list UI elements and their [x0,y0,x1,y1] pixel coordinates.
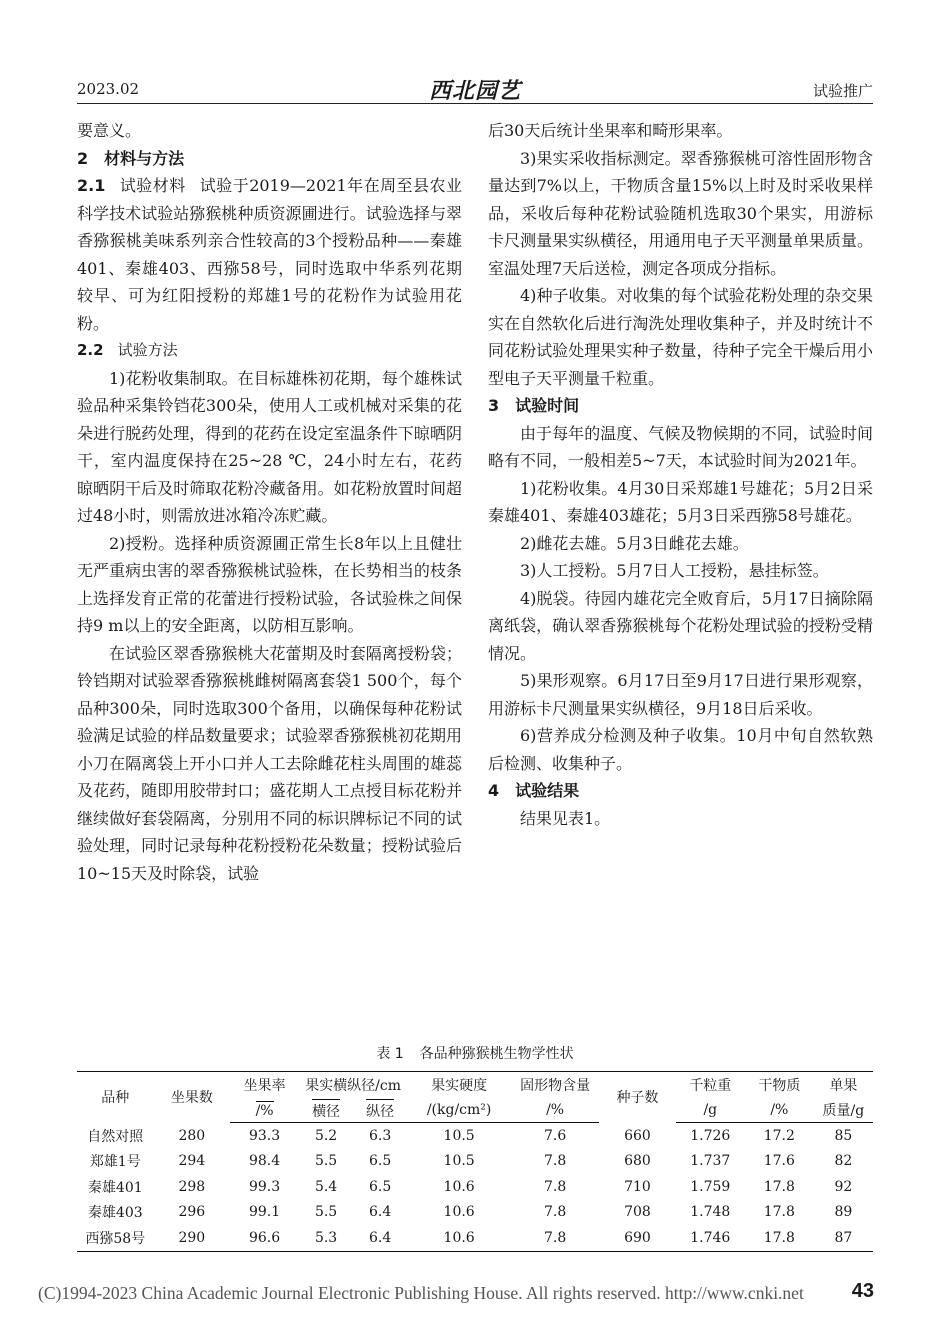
table-cell: 99.3 [248,1178,281,1195]
table-cell: 5.5 [314,1204,338,1221]
table-cell: 98.4 [248,1153,281,1170]
header-date: 2023.02 [77,80,140,98]
header-solids-unit: /% [511,1097,599,1123]
table-cell: 1.726 [690,1127,731,1144]
header-diameter-group: 果实横纵径/cm [299,1072,407,1098]
paragraph-harvest-indicators: 3)果实采收指标测定。翠香猕猴桃可溶性固形物含量达到7%以上，干物质含量15%以上时及时采收果样品，采收后每种花粉试验随机选取30个果实，用游标卡尺测量果实纵横径，用通用电子天平测量单果质量。室温处理7天后送检，测定各项成分指标。 [488,148,873,278]
header-diameter-v: 纵径 [353,1097,407,1123]
table-cell: 690 [599,1225,676,1251]
header-set-rate-unit: /% [230,1097,299,1123]
section-2-2-title: 试验方法 [117,341,178,359]
section-2-1-paragraph [77,172,462,337]
table-cell: 5.3 [299,1225,353,1251]
header-kernel-weight-unit: /g [676,1097,745,1123]
timeline-item-6: 6)营养成分检测及种子收集。10月中旬自然软熟后检测、收集种子。 [488,726,873,773]
table-cell: 1.759 [690,1178,731,1195]
table-cell: 290 [154,1225,231,1251]
table-caption-title: 各品种猕猴桃生物学性状 [419,1046,574,1062]
table-cell: 5.4 [314,1178,338,1195]
table-row [77,1149,873,1175]
header-hardness-unit: /(kg/cm²) [407,1097,511,1123]
table-caption-number: 表 1 [376,1046,404,1062]
header-hardness: 果实硬度 [407,1072,511,1098]
header-set-rate: 坐果率 [230,1072,299,1098]
paragraph-bagging: 在试验区翠香猕猴桃大花蕾期及时套隔离授粉袋；铃铛期对试验翠香猕猴桃雌树隔离套袋1 500个，每个品种300朵，同时选取300个备用，以确保每种花粉试验满足试验的样品数量要求；试验翠香猕猴桃初花期用小刀在隔离袋上开小口并人工去除雌花柱头周围的雄蕊及花药，随即用胶带封口；盛花期人工点授目标花粉并继续做好套袋隔离，分别用不同的标识牌标记不同的试验处理，同时记录每种花粉授粉花朵数量；授粉试验后10~15天及时除袋，试验 [77,643,462,883]
table-cell: 1.746 [676,1225,745,1251]
timeline-item-4: 4)脱袋。待园内雄花完全败育后，5月17日摘除隔离纸袋，确认翠香猕猴桃每个花粉处理试验的授粉受精情况。 [488,588,873,663]
section-4-text: 结果见表1。 [520,808,611,828]
table-cell: 82 [834,1153,853,1170]
table-cell: 自然对照 [87,1128,144,1145]
table-cell: 660 [624,1127,651,1144]
table-cell: 5.2 [314,1127,338,1144]
paragraph-pollen-collection: 1)花粉收集制取。在目标雄株初花期，每个雄株试验品种采集铃铛花300朵，使用人工或机械对采集的花朵进行脱药处理，得到的花药在设定室温条件下晾晒阴干，室内温度保持在25~28 ℃，24小时左右，花药晾晒阴干后及时筛取花粉冷藏备用。如花粉放置时间超过48小时，则需放进冰箱冷冻贮藏。 [77,368,462,525]
table-cell: 99.1 [248,1204,281,1221]
paragraph-seed-collection: 4)种子收集。对收集的每个试验花粉处理的杂交果实在自然软化后进行淘洗处理收集种子，并及时统计不同花粉试验处理果实种子数量，待种子完全干燥后用小型电子天平测量千粒重。 [488,286,873,388]
table-cell: 87 [814,1225,873,1251]
timeline-item-2: 2)雌花去雄。5月3日雌花去雄。 [520,533,749,553]
table-cell: 92 [834,1178,853,1195]
table-cell: 10.6 [407,1225,511,1251]
table-cell: 10.6 [443,1178,475,1195]
table-cell: 680 [624,1153,651,1170]
table-cell: 294 [178,1153,206,1170]
intro-tail: 要意义。 [77,121,142,140]
table-cell: 6.3 [369,1127,392,1144]
table-cell: 5.5 [314,1153,338,1170]
table-row [77,1174,873,1200]
header-dry-matter-unit: /% [745,1097,814,1123]
table-cell: 93.3 [248,1127,281,1144]
table-row [77,1200,873,1226]
header-fruit-count: 坐果数 [154,1072,231,1123]
timeline-item-1: 1)花粉收集。4月30日采郑雄1号雄花；5月2日采秦雄401、秦雄403雄花；5月3日采西猕58号雄花。 [488,478,873,525]
table-cell: 秦雄403 [87,1205,143,1222]
paragraph-continued: 后30天后统计坐果率和畸形果率。 [488,121,733,140]
table-cell: 296 [178,1204,206,1221]
table-row [77,1225,873,1251]
section-2-heading: 2 材料与方法 [77,148,185,168]
table-cell: 17.8 [763,1204,795,1221]
header-seeds: 种子数 [599,1072,676,1123]
header-fruit-mass-unit: 质量/g [814,1097,873,1123]
table-cell: 7.8 [511,1225,599,1251]
section-4-heading: 4 试验结果 [488,781,580,800]
copyright-footer: (C)1994-2023 China Academic Journal Electronic Publishing House. All rights reserved. http://www.cnki.net [38,1283,804,1303]
table-cell: 17.2 [763,1127,795,1144]
table-cell: 89 [834,1204,853,1221]
table-cell: 298 [178,1178,206,1195]
table-cell: 6.4 [369,1204,392,1221]
table-cell: 1.748 [690,1204,731,1221]
table-cell: 96.6 [230,1225,299,1251]
page-number: 43 [851,1280,874,1302]
section-2-2-heading [77,337,462,365]
header-fruit-mass: 单果 [814,1072,873,1098]
table-cell: 708 [624,1204,651,1221]
results-table [77,1071,873,1252]
section-2-1-number: 2.1 [77,176,106,195]
paragraph-pollination: 2)授粉。选择种质资源圃正常生长8年以上且健壮无严重病虫害的翠香猕猴桃试验株，在长势相当的枝条上选择发育正常的花蕾进行授粉试验，各试验株之间保持9 m以上的安全距离，以防相互影响。 [77,533,462,635]
table-cell: 10.5 [443,1153,475,1170]
table-cell: 10.6 [443,1204,475,1221]
table-row [77,1123,873,1149]
table-cell: 280 [178,1127,206,1144]
table-cell: 7.8 [543,1204,567,1221]
section-2-1-text: 试验于2019—2021年在周至县农业科学技术试验站猕猴桃种质资源圃进行。试验选择与翠香猕猴桃美味系列亲合性较高的3个授粉品种——秦雄401、秦雄403、西猕58号，同时选取中华系列花期较早、可为红阳授粉的郑雄1号的花粉作为试验用花粉。 [77,176,462,333]
table-cell: 17.8 [763,1178,795,1195]
right-column [488,117,873,832]
table-cell: 10.5 [443,1127,475,1144]
header-section: 试验推广 [812,82,873,100]
timeline-item-5: 5)果形观察。6月17日至9月17日进行果形观察，用游标卡尺测量果实纵横径，9月18日后采收。 [488,671,873,718]
table-cell: 郑雄1号 [89,1154,141,1171]
table-cell: 85 [834,1127,853,1144]
timeline-item-3: 3)人工授粉。5月7日人工授粉，悬挂标签。 [520,561,829,580]
header-variety: 品种 [77,1072,154,1123]
table-cell: 1.737 [690,1153,731,1170]
table-cell: 7.8 [543,1153,567,1170]
table-cell: 17.8 [745,1225,814,1251]
header-dry-matter: 干物质 [745,1072,814,1098]
table-cell: 7.6 [543,1127,567,1144]
table-cell: 6.5 [369,1178,392,1195]
table-cell: 17.6 [763,1153,795,1170]
table-cell: 710 [624,1178,651,1195]
table-cell: 秦雄401 [87,1179,143,1196]
header-diameter-h: 横径 [299,1097,353,1123]
section-2-1-title: 试验材料 [119,176,186,195]
left-column [77,117,462,887]
section-3-heading: 3 试验时间 [488,396,580,415]
journal-logo: 西北园艺 [428,78,521,104]
table-caption [0,1043,950,1063]
section-3-text: 由于每年的温度、气候及物候期的不同，试验时间略有不同，一般相差5~7天，本试验时间为2021年。 [488,423,873,470]
header-solids: 固形物含量 [511,1072,599,1098]
header-kernel-weight: 千粒重 [676,1072,745,1098]
table-cell: 6.5 [369,1153,392,1170]
header-rule [77,103,873,104]
section-2-2-number: 2.2 [77,341,104,359]
table-cell: 7.8 [543,1178,567,1195]
table-cell: 西猕58号 [77,1225,154,1251]
table-cell: 6.4 [353,1225,407,1251]
